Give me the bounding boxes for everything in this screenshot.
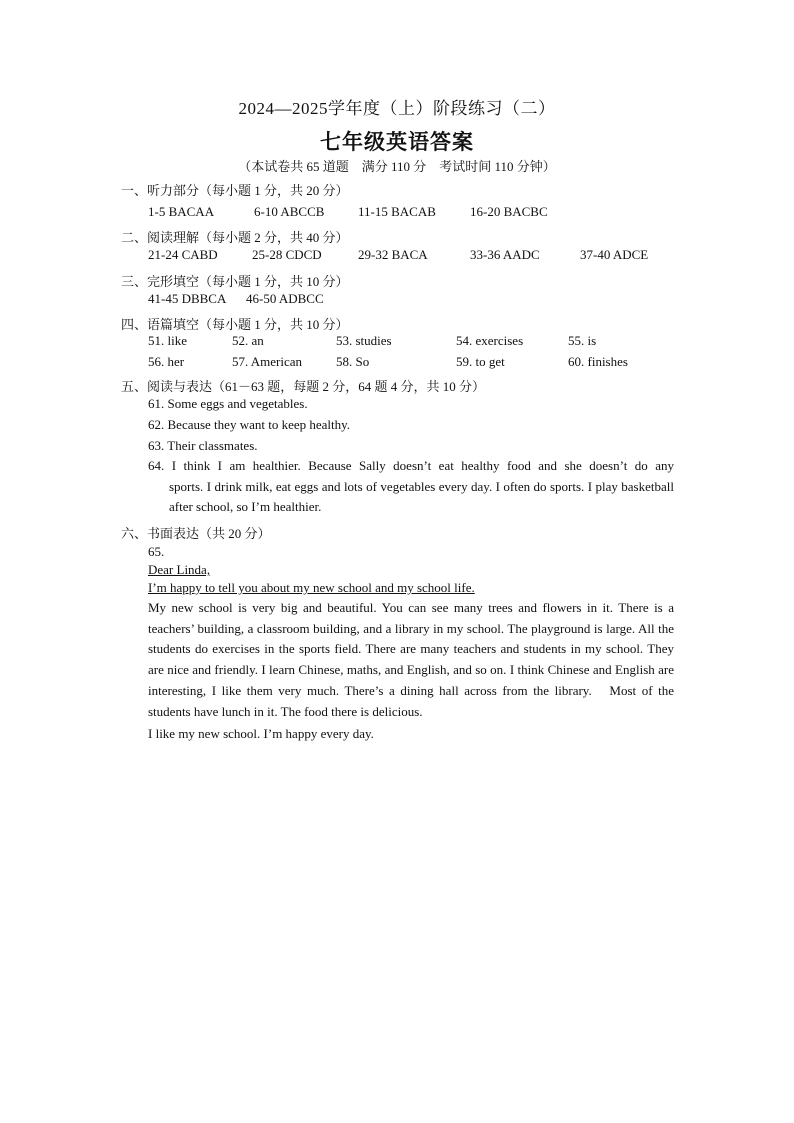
- section-5-heading: 五、阅读与表达（61－63 题，每题 2 分，64 题 4 分，共 10 分）: [121, 379, 486, 394]
- answer-64: [148, 456, 674, 518]
- letter-opening: I’m happy to tell you about my new school and my school life.: [148, 580, 475, 595]
- letter-closing: I like my new school. I’m happy every day.: [148, 726, 374, 741]
- answer-group: 33-36 AADC: [470, 247, 540, 262]
- answer-63: 63. Their classmates.: [148, 438, 258, 453]
- blank-answer: 59. to get: [456, 354, 505, 369]
- answer-64-first-line: 64. I think I am healthier. Because Sally doesn’t eat healthy food and she doesn’t do any: [148, 458, 674, 473]
- answer-group: 21-24 CABD: [148, 247, 218, 262]
- answer-group: 1-5 BACAA: [148, 204, 215, 219]
- answer-group: 29-32 BACA: [358, 247, 428, 262]
- blank-answer: 53. studies: [336, 333, 392, 348]
- blank-answer: 54. exercises: [456, 333, 524, 348]
- answer-group: 16-20 BACBC: [470, 204, 548, 219]
- letter-body: My new school is very big and beautiful. You can see many trees and flowers in it. There is a teachers’ building, a classroom building, and a library in my school. The playground is large. All the students do exercises in the sports field. There are many teachers and students in my school. They are nice and friendly. I learn Chinese, maths, and English, and so on. I think Chinese and English are interesting, I like them very much. There’s a dining hall across from the library. Most of the students have lunch in it. The food there is delicious.: [148, 600, 674, 719]
- blank-answer: 52. an: [232, 333, 264, 348]
- question-number-65: 65.: [148, 544, 165, 559]
- blank-answer: 56. her: [148, 354, 185, 369]
- blank-answer: 57. American: [232, 354, 303, 369]
- section-4-heading: 四、语篇填空（每小题 1 分，共 10 分）: [121, 317, 349, 332]
- section-2-heading: 二、阅读理解（每小题 2 分，共 40 分）: [121, 230, 349, 245]
- blank-answer: 60. finishes: [568, 354, 628, 369]
- section-3-heading: 三、完形填空（每小题 1 分，共 10 分）: [121, 274, 349, 289]
- answer-group: 41-45 DBBCA: [148, 291, 227, 306]
- exam-info: （本试卷共 65 道题 满分 110 分 考试时间 110 分钟）: [238, 159, 556, 174]
- answer-61: 61. Some eggs and vegetables.: [148, 396, 308, 411]
- answer-group: 25-28 CDCD: [252, 247, 322, 262]
- blank-answer: 58. So: [336, 354, 370, 369]
- letter-greeting: Dear Linda,: [148, 562, 211, 577]
- answer-64-continuation: sports. I drink milk, eat eggs and lots of vegetables every day. I often do sports. I play basketball after school, so I’m healthier.: [169, 478, 674, 515]
- blank-answer: 55. is: [568, 333, 597, 348]
- answer-key-title: 七年级英语答案: [320, 130, 474, 154]
- section-6-heading: 六、书面表达（共 20 分）: [121, 526, 271, 541]
- exam-title: 2024—2025学年度（上）阶段练习（二）: [238, 99, 556, 118]
- answer-group: 6-10 ABCCB: [254, 204, 325, 219]
- answer-group: 46-50 ADBCC: [246, 291, 324, 306]
- answer-group: 11-15 BACAB: [358, 204, 436, 219]
- answer-group: 37-40 ADCE: [580, 247, 649, 262]
- answer-62: 62. Because they want to keep healthy.: [148, 417, 351, 432]
- blank-answer: 51. like: [148, 333, 187, 348]
- section-1-heading: 一、听力部分（每小题 1 分，共 20 分）: [121, 183, 349, 198]
